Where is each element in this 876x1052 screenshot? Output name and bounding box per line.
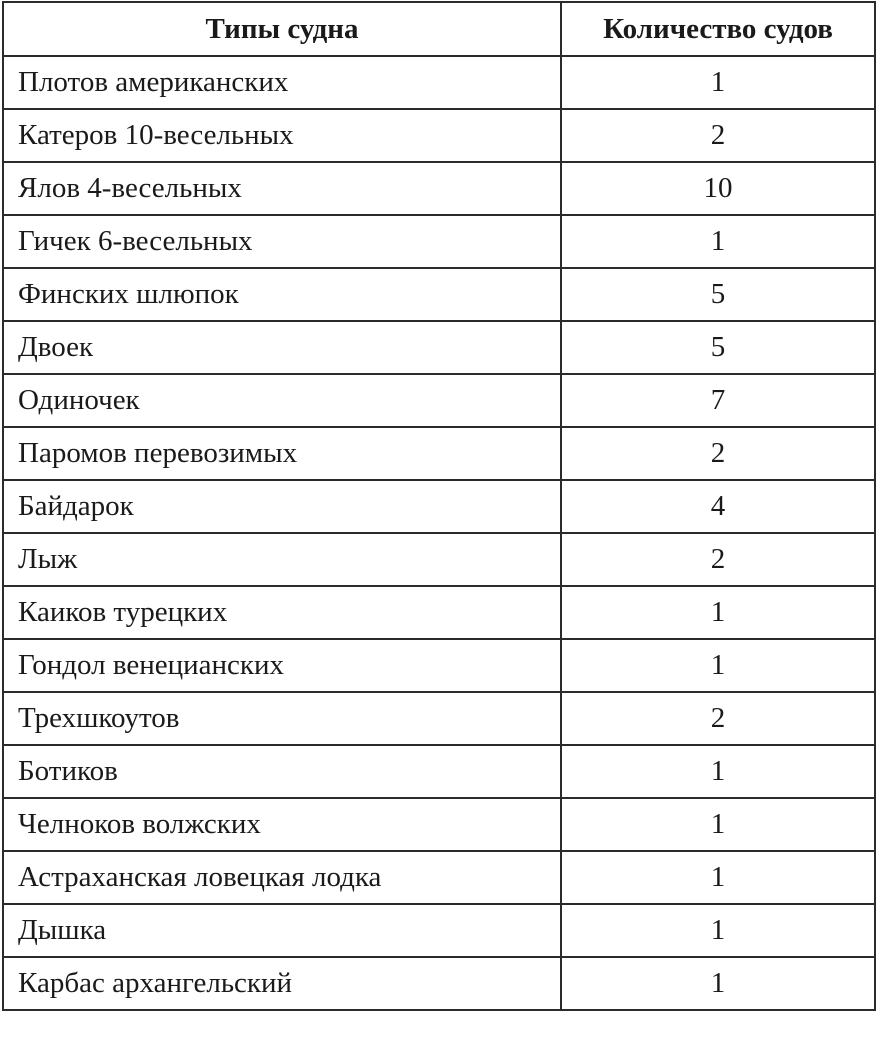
vessel-count-cell: 5 (561, 321, 875, 374)
vessel-type-cell: Лыж (3, 533, 561, 586)
vessel-count-cell: 5 (561, 268, 875, 321)
table-row (3, 957, 875, 1010)
table-row (3, 586, 875, 639)
table-row (3, 639, 875, 692)
vessel-type-cell: Карбас архангельский (3, 957, 561, 1010)
table-row (3, 533, 875, 586)
vessel-type-cell: Финских шлюпок (3, 268, 561, 321)
vessel-count-cell: 2 (561, 692, 875, 745)
vessel-type-cell: Одиночек (3, 374, 561, 427)
vessel-count-cell: 1 (561, 56, 875, 109)
vessel-count-cell: 1 (561, 904, 875, 957)
vessel-count-cell: 1 (561, 215, 875, 268)
vessel-type-cell: Гичек 6-весельных (3, 215, 561, 268)
vessel-count-cell: 7 (561, 374, 875, 427)
vessel-type-cell: Ботиков (3, 745, 561, 798)
vessel-count-cell: 1 (561, 586, 875, 639)
vessel-count-cell: 1 (561, 851, 875, 904)
vessel-count-cell: 4 (561, 480, 875, 533)
vessel-count-cell: 2 (561, 533, 875, 586)
vessel-count-cell: 1 (561, 745, 875, 798)
vessel-type-cell: Астраханская ловецкая лодка (3, 851, 561, 904)
vessel-type-cell: Гондол венецианских (3, 639, 561, 692)
table-body (3, 56, 875, 1010)
vessel-type-cell: Паромов перевозимых (3, 427, 561, 480)
table-row (3, 321, 875, 374)
vessel-type-cell: Плотов американских (3, 56, 561, 109)
vessel-count-cell: 2 (561, 427, 875, 480)
vessel-count-cell: 1 (561, 957, 875, 1010)
header-row (3, 2, 875, 56)
vessel-type-cell: Трехшкоутов (3, 692, 561, 745)
table-row (3, 851, 875, 904)
table-row (3, 798, 875, 851)
header-vessel-type: Типы судна (3, 2, 561, 56)
vessel-type-cell: Дышка (3, 904, 561, 957)
table-row (3, 427, 875, 480)
vessel-type-cell: Челноков волжских (3, 798, 561, 851)
vessel-count-cell: 2 (561, 109, 875, 162)
vessel-type-cell: Байдарок (3, 480, 561, 533)
table-row (3, 162, 875, 215)
vessel-count-cell: 1 (561, 798, 875, 851)
vessel-type-cell: Двоек (3, 321, 561, 374)
vessel-count-cell: 1 (561, 639, 875, 692)
vessel-count-cell: 10 (561, 162, 875, 215)
table-row (3, 374, 875, 427)
table-row (3, 268, 875, 321)
vessel-type-cell: Ялов 4-весельных (3, 162, 561, 215)
table-row (3, 56, 875, 109)
vessel-types-table (2, 1, 876, 1011)
table-row (3, 692, 875, 745)
table-row (3, 745, 875, 798)
table-row (3, 215, 875, 268)
header-vessel-count: Количество судов (561, 2, 875, 56)
table-row (3, 480, 875, 533)
table-row (3, 109, 875, 162)
vessel-type-cell: Каиков турецких (3, 586, 561, 639)
vessel-type-cell: Катеров 10-весельных (3, 109, 561, 162)
table-header (3, 2, 875, 56)
table-row (3, 904, 875, 957)
